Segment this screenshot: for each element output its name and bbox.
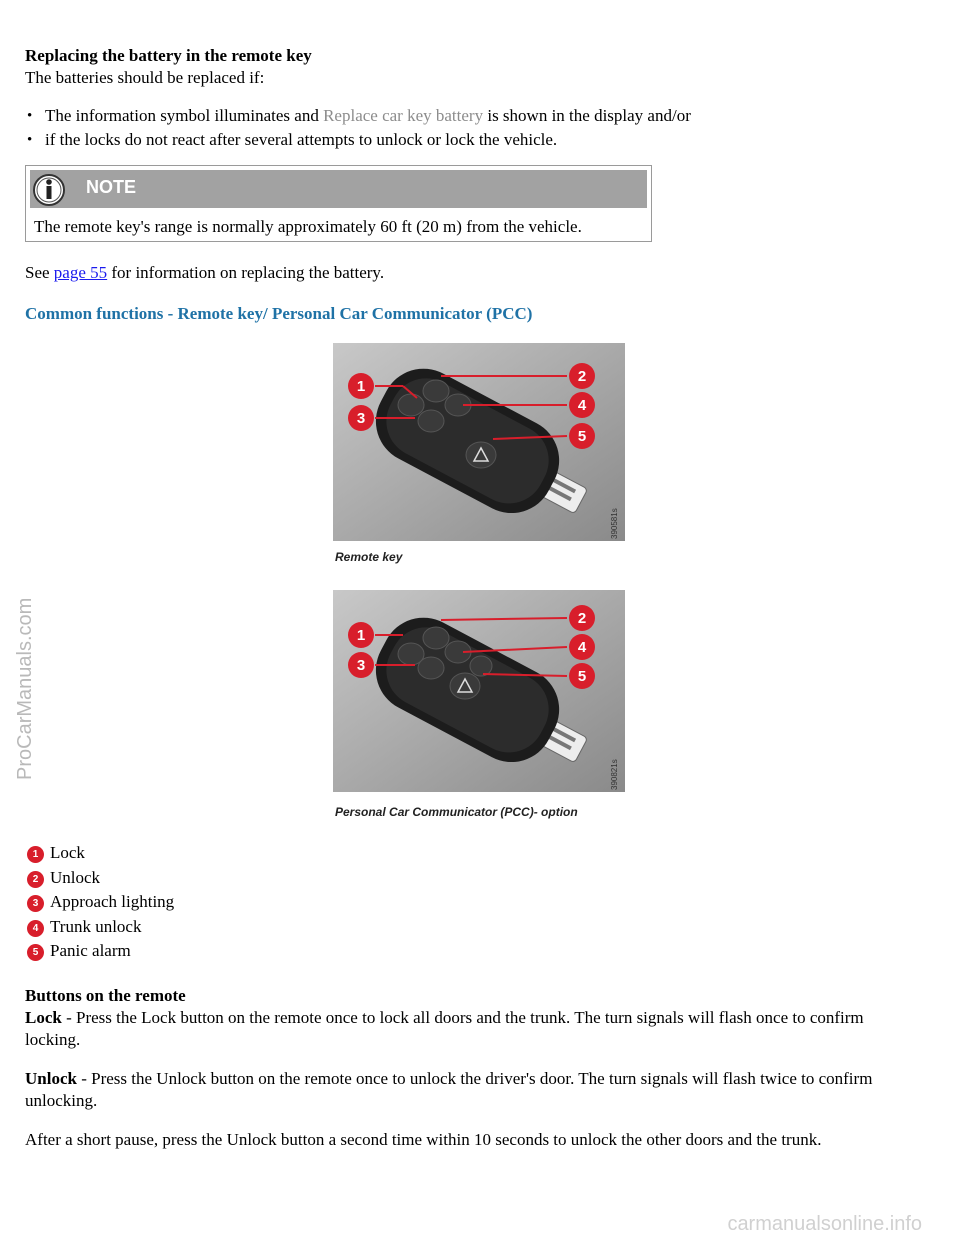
legend-label: Panic alarm [50,941,131,960]
callout-1 [348,373,374,399]
display-message-text: Replace car key battery [323,106,484,125]
section-title-buttons: Buttons on the remote [25,986,186,1005]
battery-conditions-list [25,105,925,151]
page-link[interactable]: page 55 [53,263,108,282]
callout-5 [569,423,595,449]
callout-5 [569,663,595,689]
section-title-common-functions: Common functions - Remote key/ Personal Car Communicator (PCC) [25,304,533,323]
callout-badge: 5 [27,944,44,961]
svg-text:1: 1 [356,378,366,395]
see-pre: See [25,263,54,282]
unlock-paragraph [25,1068,920,1112]
bullet-text: if the locks do not react after several attempts to unlock or lock the vehicle. [45,130,558,149]
bullet-text: The information symbol illuminates and [45,106,324,125]
lock-term: Lock [25,1008,62,1027]
svg-text:4: 4 [577,397,587,414]
bottom-watermark: carmanualsonline.info [727,1213,922,1235]
callout-badge: 1 [27,846,44,863]
note-box [25,165,652,242]
list-item [25,129,925,151]
legend-label: Approach lighting [50,892,175,911]
side-watermark: ProCarManuals.com [14,597,36,780]
info-icon [32,173,66,207]
see-page-line [25,262,384,284]
legend-label: Trunk unlock [50,917,142,936]
callout-3 [348,652,374,678]
callout-badge: 2 [27,871,44,888]
bullet-text: is shown in the display and/or [483,106,691,125]
list-item [25,105,925,127]
callout-3 [348,405,374,431]
pcc-image [333,590,625,792]
callout-badge: 3 [27,895,44,912]
image-code: 390821s [610,759,619,790]
lock-description: - Press the Lock button on the remote once to lock all doors and the trunk. The turn signals will flash once to confirm locking. [25,1008,864,1049]
svg-text:3: 3 [356,410,366,427]
lock-paragraph [25,1007,920,1051]
remote-key-image [333,343,625,541]
unlock-term: Unlock [25,1069,77,1088]
svg-text:4: 4 [577,639,587,656]
svg-text:2: 2 [577,368,587,385]
legend-label: Unlock [50,868,101,887]
image-code: 390581s [610,508,619,539]
svg-text:3: 3 [356,657,366,674]
after-pause-paragraph: After a short pause, press the Unlock button a second time within 10 seconds to unlock the other doors and the trunk. [25,1130,822,1149]
svg-text:2: 2 [577,610,587,627]
see-post: for information on replacing the battery. [107,263,385,282]
note-text: The remote key's range is normally approximately 60 ft (20 m) from the vehicle. [34,217,582,236]
callout-badge: 4 [27,920,44,937]
callout-2 [569,605,595,631]
callout-2 [569,363,595,389]
svg-text:1: 1 [356,627,366,644]
note-header [30,170,647,208]
figure-caption: Personal Car Communicator (PCC)- option [335,805,578,819]
note-title: NOTE [86,177,137,197]
battery-intro: The batteries should be replaced if: [25,68,265,87]
section-title-battery: Replacing the battery in the remote key [25,46,312,65]
callout-4 [569,634,595,660]
svg-text:5: 5 [577,428,587,445]
svg-text:5: 5 [577,668,587,685]
legend-label: Lock [50,843,85,862]
unlock-description: - Press the Unlock button on the remote once to unlock the driver's door. The turn signals will flash twice to confirm unlocking. [25,1069,873,1110]
callout-1 [348,622,374,648]
callout-4 [569,392,595,418]
figure-caption: Remote key [335,550,403,564]
